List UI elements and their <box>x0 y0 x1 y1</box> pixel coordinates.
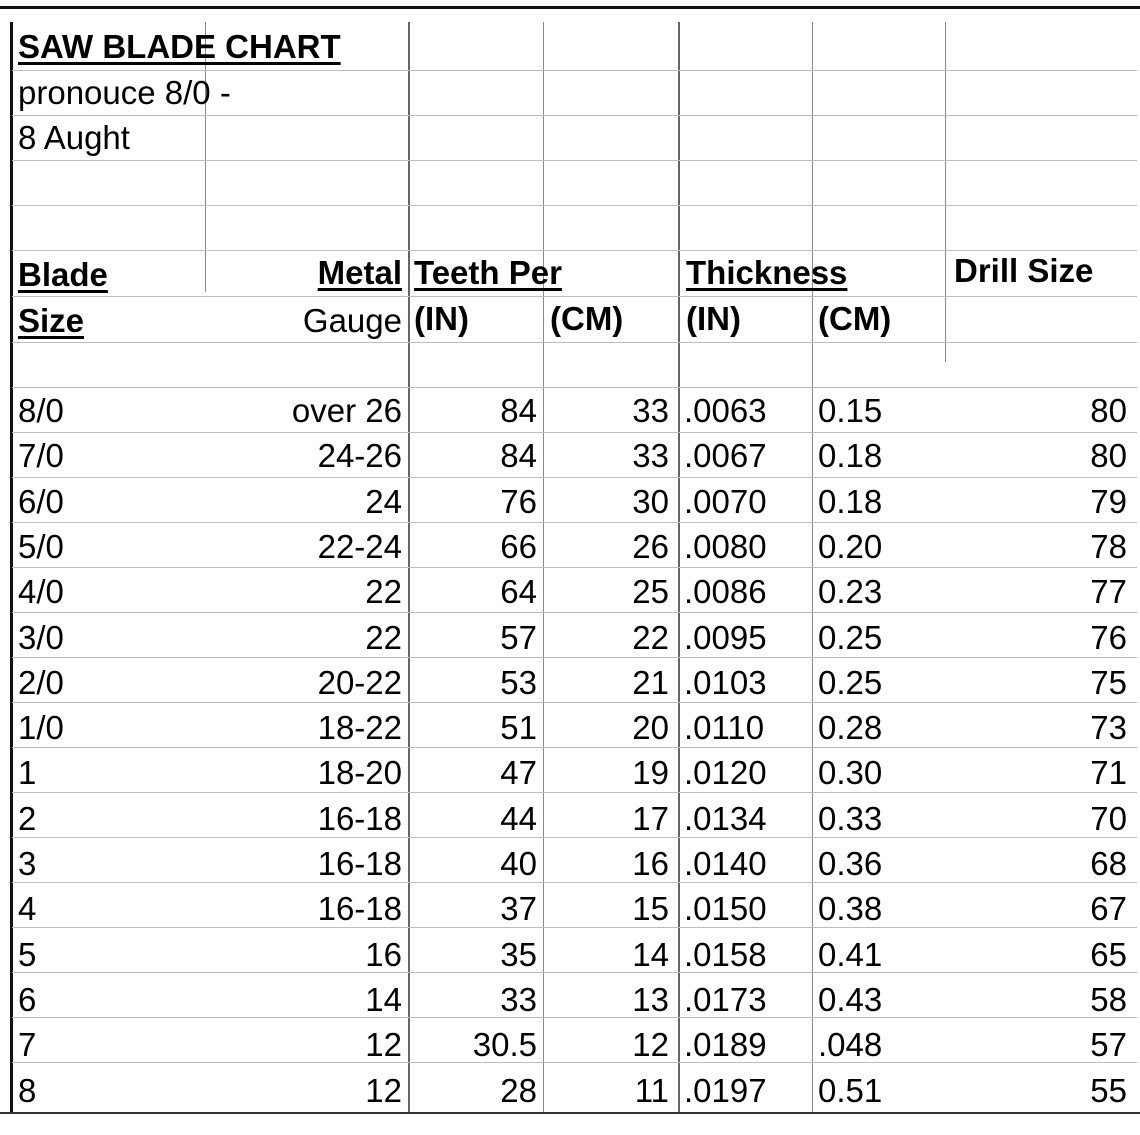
cell-thickness-in: .0086 <box>684 573 767 610</box>
cell-blade-size: 8 <box>18 1072 37 1109</box>
grid-hline <box>12 477 1137 478</box>
cell-teeth-in: 64 <box>500 573 537 610</box>
grid-hline <box>12 612 1137 613</box>
cell-metal-gauge: over 26 <box>291 392 402 429</box>
cell-teeth-in: 37 <box>500 890 537 927</box>
cell-drill-size: 65 <box>1090 936 1127 973</box>
cell-teeth-cm: 21 <box>632 664 669 701</box>
cell-drill-size: 58 <box>1090 981 1127 1018</box>
cell-teeth-cm: 22 <box>632 619 669 656</box>
grid-hline <box>12 657 1137 658</box>
header-teeth-per: Teeth Per <box>414 254 562 291</box>
cell-blade-size: 6/0 <box>18 483 64 520</box>
left-border <box>10 22 13 1114</box>
cell-thickness-in: .0189 <box>684 1026 767 1063</box>
bottom-border <box>0 1112 1140 1114</box>
cell-blade-size: 1/0 <box>18 709 64 746</box>
cell-drill-size: 76 <box>1090 619 1127 656</box>
cell-thickness-in: .0110 <box>684 709 765 746</box>
cell-thickness-in: .0173 <box>684 981 767 1018</box>
cell-thickness-cm: 0.28 <box>818 709 883 746</box>
cell-metal-gauge: 12 <box>365 1026 402 1063</box>
grid-hline <box>12 250 1137 251</box>
cell-blade-size: 2/0 <box>18 664 64 701</box>
grid-hline <box>12 70 1137 71</box>
cell-metal-gauge: 22 <box>365 619 402 656</box>
header-blade: Blade <box>18 256 108 293</box>
header-thickness: Thickness <box>686 254 848 291</box>
cell-teeth-cm: 15 <box>632 890 669 927</box>
cell-thickness-in: .0095 <box>684 619 767 656</box>
cell-thickness-in: .0103 <box>684 664 767 701</box>
cell-blade-size: 3/0 <box>18 619 64 656</box>
cell-blade-size: 7/0 <box>18 437 64 474</box>
cell-teeth-cm: 11 <box>634 1072 669 1109</box>
cell-thickness-in: .0197 <box>684 1072 767 1109</box>
cell-teeth-in: 66 <box>500 528 537 565</box>
grid-hline <box>12 432 1137 433</box>
cell-thickness-cm: 0.38 <box>818 890 883 927</box>
cell-thickness-cm: 0.18 <box>818 437 883 474</box>
cell-teeth-in: 84 <box>500 392 537 429</box>
header-teeth-cm: (CM) <box>550 300 624 337</box>
cell-thickness-cm: 0.15 <box>818 392 883 429</box>
grid-hline <box>12 522 1137 523</box>
cell-teeth-cm: 33 <box>632 392 669 429</box>
grid-hline <box>12 160 1137 161</box>
cell-blade-size: 1 <box>18 754 37 791</box>
cell-drill-size: 55 <box>1090 1072 1127 1109</box>
grid-hline <box>12 387 1137 388</box>
cell-thickness-in: .0120 <box>684 754 767 791</box>
cell-thickness-in: .0063 <box>684 392 767 429</box>
cell-blade-size: 8/0 <box>18 392 64 429</box>
cell-thickness-cm: .048 <box>818 1026 883 1063</box>
cell-thickness-cm: 0.36 <box>818 845 883 882</box>
cell-blade-size: 6 <box>18 981 37 1018</box>
cell-teeth-cm: 17 <box>632 800 669 837</box>
cell-blade-size: 5/0 <box>18 528 64 565</box>
cell-metal-gauge: 18-20 <box>317 754 402 791</box>
cell-teeth-in: 44 <box>500 800 537 837</box>
cell-metal-gauge: 24-26 <box>317 437 402 474</box>
cell-drill-size: 80 <box>1090 392 1127 429</box>
cell-blade-size: 2 <box>18 800 37 837</box>
cell-thickness-cm: 0.20 <box>818 528 883 565</box>
cell-thickness-in: .0158 <box>684 936 767 973</box>
cell-thickness-cm: 0.51 <box>818 1072 883 1109</box>
cell-metal-gauge: 22 <box>365 573 402 610</box>
grid-hline <box>12 342 1137 343</box>
cell-thickness-in: .0080 <box>684 528 767 565</box>
cell-teeth-cm: 30 <box>632 483 669 520</box>
grid-hline <box>12 747 1137 748</box>
cell-drill-size: 68 <box>1090 845 1127 882</box>
note-line-2: 8 Aught <box>18 119 130 156</box>
grid-hline <box>12 205 1137 206</box>
grid-hline <box>12 567 1137 568</box>
cell-metal-gauge: 14 <box>365 981 402 1018</box>
cell-drill-size: 57 <box>1090 1026 1127 1063</box>
cell-metal-gauge: 24 <box>365 483 402 520</box>
cell-teeth-in: 47 <box>500 754 537 791</box>
cell-blade-size: 5 <box>18 936 37 973</box>
cell-thickness-in: .0070 <box>684 483 767 520</box>
cell-drill-size: 78 <box>1090 528 1127 565</box>
cell-teeth-cm: 25 <box>632 573 669 610</box>
cell-blade-size: 4 <box>18 890 37 927</box>
grid-hline <box>12 296 1137 297</box>
cell-blade-size: 7 <box>18 1026 37 1063</box>
cell-drill-size: 77 <box>1090 573 1127 610</box>
cell-teeth-in: 33 <box>500 981 537 1018</box>
cell-blade-size: 3 <box>18 845 37 882</box>
cell-thickness-cm: 0.30 <box>818 754 883 791</box>
cell-drill-size: 79 <box>1090 483 1127 520</box>
chart-title: SAW BLADE CHART <box>18 28 341 65</box>
cell-teeth-in: 76 <box>500 483 537 520</box>
cell-teeth-cm: 14 <box>632 936 669 973</box>
grid-vline <box>945 22 946 362</box>
cell-thickness-in: .0150 <box>684 890 767 927</box>
cell-drill-size: 67 <box>1090 890 1127 927</box>
cell-metal-gauge: 20-22 <box>317 664 402 701</box>
grid-hline <box>12 702 1137 703</box>
cell-teeth-in: 40 <box>500 845 537 882</box>
cell-teeth-in: 84 <box>500 437 537 474</box>
cell-thickness-cm: 0.23 <box>818 573 883 610</box>
cell-metal-gauge: 16 <box>365 936 402 973</box>
cell-teeth-cm: 12 <box>632 1026 669 1063</box>
cell-teeth-in: 28 <box>500 1072 537 1109</box>
cell-thickness-cm: 0.41 <box>818 936 883 973</box>
cell-drill-size: 71 <box>1090 754 1127 791</box>
cell-thickness-in: .0134 <box>684 800 767 837</box>
cell-metal-gauge: 16-18 <box>317 890 402 927</box>
cell-thickness-cm: 0.43 <box>818 981 883 1018</box>
cell-teeth-in: 53 <box>500 664 537 701</box>
header-teeth-in: (IN) <box>414 300 469 337</box>
cell-drill-size: 75 <box>1090 664 1127 701</box>
cell-drill-size: 73 <box>1090 709 1127 746</box>
cell-blade-size: 4/0 <box>18 573 64 610</box>
cell-thickness-cm: 0.18 <box>818 483 883 520</box>
cell-thickness-cm: 0.25 <box>818 619 883 656</box>
cell-thickness-in: .0067 <box>684 437 767 474</box>
cell-thickness-cm: 0.33 <box>818 800 883 837</box>
cell-teeth-cm: 33 <box>632 437 669 474</box>
cell-thickness-cm: 0.25 <box>818 664 883 701</box>
cell-drill-size: 70 <box>1090 800 1127 837</box>
header-gauge: Gauge <box>302 302 402 339</box>
grid-hline <box>12 792 1137 793</box>
header-size: Size <box>18 302 85 339</box>
header-metal: Metal <box>317 254 402 291</box>
cell-metal-gauge: 18-22 <box>317 709 402 746</box>
cell-metal-gauge: 16-18 <box>317 800 402 837</box>
grid-hline <box>12 115 1137 116</box>
cell-teeth-cm: 20 <box>632 709 669 746</box>
note-line-1: pronouce 8/0 - <box>18 74 231 111</box>
header-drill-size: Drill Size <box>954 252 1094 289</box>
cell-teeth-cm: 19 <box>632 754 669 791</box>
cell-metal-gauge: 12 <box>365 1072 402 1109</box>
top-border <box>0 6 1140 9</box>
header-thick-cm: (CM) <box>818 300 892 337</box>
cell-teeth-in: 30.5 <box>472 1026 537 1063</box>
cell-teeth-cm: 16 <box>632 845 669 882</box>
cell-teeth-cm: 26 <box>632 528 669 565</box>
cell-metal-gauge: 22-24 <box>317 528 402 565</box>
cell-teeth-in: 57 <box>500 619 537 656</box>
cell-teeth-cm: 13 <box>632 981 669 1018</box>
cell-thickness-in: .0140 <box>684 845 767 882</box>
cell-metal-gauge: 16-18 <box>317 845 402 882</box>
cell-teeth-in: 35 <box>500 936 537 973</box>
cell-drill-size: 80 <box>1090 437 1127 474</box>
header-thick-in: (IN) <box>686 300 741 337</box>
cell-teeth-in: 51 <box>500 709 537 746</box>
